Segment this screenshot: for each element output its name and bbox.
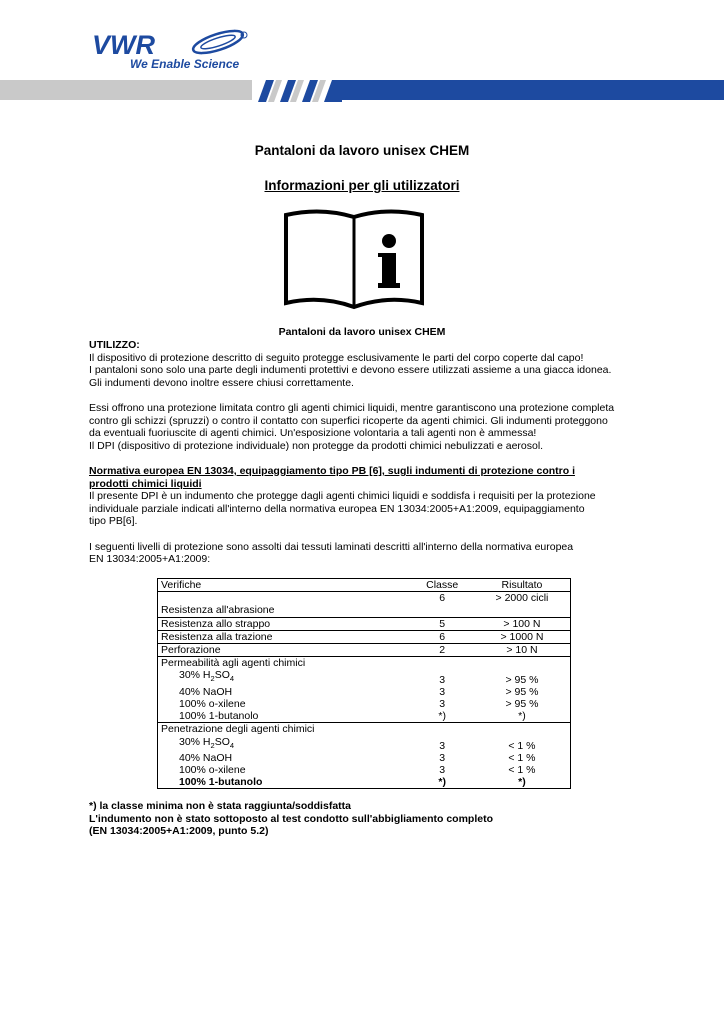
- utilizzo-para2-line: Essi offrono una protezione limitata contro gli agenti chimici liquidi, mentre garantiscono una protezione completa: [89, 401, 615, 414]
- utilizzo-heading: UTILIZZO:: [89, 339, 140, 351]
- table-row: [158, 723, 571, 736]
- normativa-line: tipo PB[6].: [89, 515, 138, 528]
- table-row: [158, 698, 571, 710]
- footnotes: [89, 800, 649, 838]
- header-test: Verifiche: [158, 579, 411, 592]
- brand-stripes-icon: [252, 78, 342, 102]
- penetration-butanolo-class: *): [410, 776, 473, 789]
- permeation-h2so4: 30% $H_2SO_4$: [158, 669, 411, 685]
- levels-line: I seguenti livelli di protezione sono assolti dai tessuti laminati descritti all'interno della normativa europea: [89, 540, 574, 553]
- permeation-h2so4-result: > 95 %: [474, 669, 571, 685]
- table-row: [158, 764, 571, 776]
- table-row: [158, 736, 571, 752]
- permeation-xilene-result: > 95 %: [474, 698, 571, 710]
- permeation-xilene-class: 3: [439, 697, 446, 710]
- table-row: [158, 752, 571, 764]
- utilizzo-line: I pantaloni sono solo una parte degli indumenti protettivi e devono essere utilizzati assieme a una giacca idonea.: [89, 364, 612, 377]
- permeation-naoh: 40% NaOH: [158, 686, 411, 698]
- logo-text: VWR: [92, 30, 155, 58]
- table-row: [158, 657, 571, 670]
- table-row: [158, 776, 571, 789]
- table-row: [158, 644, 571, 657]
- information-book-icon: [283, 207, 425, 313]
- penetration-h2so4-class: 3: [439, 739, 446, 752]
- icon-caption: Pantaloni da lavoro unisex CHEM: [278, 326, 446, 338]
- levels-line: EN 13034:2005+A1:2009:: [89, 553, 211, 566]
- penetration-xilene-result: < 1 %: [474, 764, 571, 776]
- penetration-h2so4: 30% $H_2SO_4$: [158, 736, 411, 752]
- permeation-label: Permeabilità agli agenti chimici: [158, 657, 411, 670]
- permeation-naoh-class: 3: [439, 685, 446, 698]
- permeation-naoh-result: > 95 %: [474, 686, 571, 698]
- abrasion-label: Resistenza all'abrasione: [158, 604, 411, 617]
- normativa-heading: Normativa europea EN 13034, equipaggiamento tipo PB [6], sugli indumenti di protezione contro i: [89, 464, 575, 477]
- footnote-line: (EN 13034:2005+A1:2009, punto 5.2): [89, 825, 269, 838]
- penetration-h2so4-result: < 1 %: [474, 736, 571, 752]
- footnote-line: *) la classe minima non è stata raggiunta/soddisfatta: [89, 800, 351, 812]
- header-class: Classe: [410, 579, 473, 592]
- permeation-butanolo: 100% 1-butanolo: [158, 710, 411, 723]
- logo-tagline: We Enable Science: [130, 57, 240, 71]
- penetration-xilene-class: 3: [439, 764, 446, 777]
- header-result: Risultato: [474, 579, 571, 592]
- normativa-line: individuale parziale indicati all'interno della normativa europea EN 13034:2005+A1:2009, equipaggiamento: [89, 502, 585, 515]
- footnote-line: L'indumento non è stato sottoposto al test condotto sull'abbigliamento completo: [89, 812, 493, 825]
- utilizzo-line: Gli indumenti devono inoltre essere chiusi correttamente.: [89, 376, 354, 389]
- penetration-label: Penetrazione degli agenti chimici: [158, 723, 411, 736]
- permeation-h2so4-class: 3: [439, 673, 446, 686]
- penetration-naoh-class: 3: [439, 751, 446, 764]
- header-bar-blue: [330, 80, 724, 100]
- tear-label: Resistenza allo strappo: [158, 617, 411, 630]
- penetration-butanolo-result: *): [474, 776, 571, 789]
- normativa-line: Il presente DPI è un indumento che protegge dagli agenti chimici liquidi e soddisfa i requisiti per la protezione: [89, 490, 596, 503]
- body-text: [89, 339, 649, 566]
- table-row: [158, 617, 571, 630]
- puncture-class: 2: [410, 644, 473, 657]
- utilizzo-line: Il dispositivo di protezione descritto di seguito protegge esclusivamente le parti del corpo coperte dal capo!: [89, 351, 584, 364]
- permeation-xilene: 100% o-xilene: [158, 698, 411, 710]
- table-row: [158, 604, 571, 617]
- penetration-naoh: 40% NaOH: [158, 752, 411, 764]
- table-header-row: [158, 579, 571, 592]
- penetration-naoh-result: < 1 %: [474, 752, 571, 764]
- tensile-result: > 1000 N: [474, 630, 571, 643]
- table-row: [158, 592, 571, 605]
- puncture-label: Perforazione: [158, 644, 411, 657]
- utilizzo-para2-line: da eventuali fuoriuscite di agenti chimici. Un'esposizione volontaria a tali agenti non è ammessa!: [89, 427, 537, 440]
- abrasion-class: 6: [439, 592, 446, 605]
- page-title: Pantaloni da lavoro unisex CHEM: [254, 143, 470, 158]
- table-row: [158, 630, 571, 643]
- utilizzo-para2-line: contro gli schizzi (spruzzi) o contro il contatto con superfici ricoperte da agenti chimici. Gli indumenti proteggono: [89, 414, 608, 427]
- tear-class: 5: [410, 617, 473, 630]
- tensile-label: Resistenza alla trazione: [158, 630, 411, 643]
- results-table: [157, 578, 571, 789]
- permeation-butanolo-class: *): [410, 710, 473, 723]
- penetration-butanolo: 100% 1-butanolo: [158, 776, 411, 789]
- permeation-butanolo-result: *): [474, 710, 571, 723]
- abrasion-result: > 2000 cicli: [474, 592, 571, 605]
- table-row: [158, 669, 571, 685]
- table-row: [158, 710, 571, 723]
- tear-result: > 100 N: [474, 617, 571, 630]
- normativa-heading-cont: prodotti chimici liquidi: [89, 477, 202, 490]
- table-row: [158, 686, 571, 698]
- penetration-xilene: 100% o-xilene: [158, 764, 411, 776]
- page-subtitle: Informazioni per gli utilizzatori: [264, 178, 460, 193]
- vwr-logo: [92, 28, 252, 58]
- tensile-class: 6: [410, 630, 473, 643]
- puncture-result: > 10 N: [474, 644, 571, 657]
- utilizzo-para2-line: Il DPI (dispositivo di protezione individuale) non protegge da prodotti chimici nebulizzati e aerosol.: [89, 439, 544, 452]
